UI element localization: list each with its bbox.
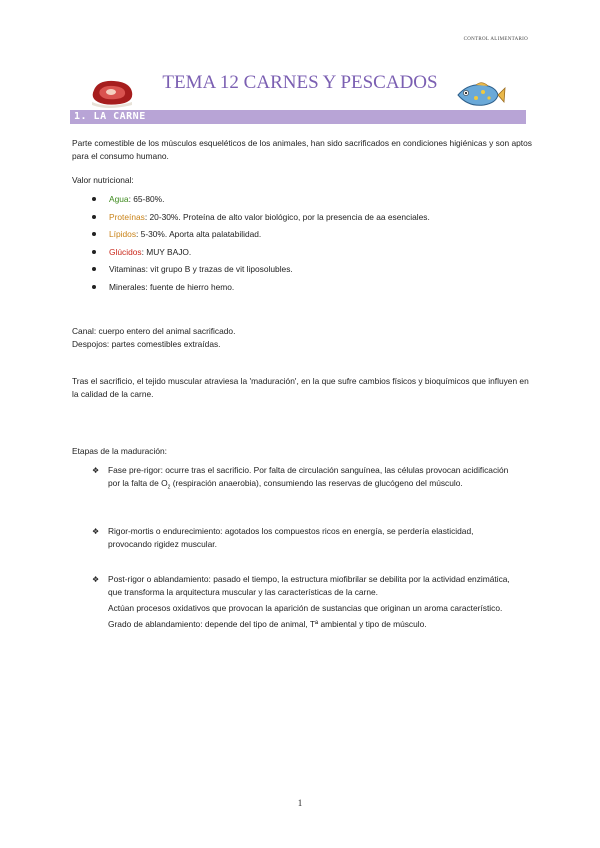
stages-heading: Etapas de la maduración:	[72, 446, 167, 456]
stage-post-rigor: ❖ Post-rigor o ablandamiento: pasado el tiempo, la estructura miofibrilar se debilita por la actividad enzimática, que transforma la arquitectura muscular y las características de la carne. Actúan procesos oxidativos que provocan la aparición de sustancias que originan un aroma característico. Grado de ablandamiento: depende del tipo de animal, Tª ambiental y tipo de músculo.	[92, 574, 510, 629]
maturation-paragraph: Tras el sacrificio, el tejido muscular atraviesa la 'maduración', en la que sufre cambios físicos y bioquímicos que influyen en la calidad de la carne.	[72, 376, 529, 399]
diamond-bullet-icon: ❖	[92, 575, 100, 584]
list-item: Proteínas: 20-30%. Proteína de alto valor biológico, por la presencia de aa esenciales.	[92, 212, 522, 230]
intro-paragraph: Parte comestible de los músculos esqueléticos de los animales, han sido sacrificados en condiciones higiénicas y son aptos para el consumo humano.	[72, 138, 532, 161]
section-heading-bar	[70, 110, 526, 124]
list-item: Glúcidos: MUY BAJO.	[92, 247, 522, 265]
nutrition-list	[92, 194, 522, 299]
list-item: Minerales: fuente de hierro hemo.	[92, 282, 522, 300]
page-title: TEMA 12 CARNES Y PESCADOS	[162, 72, 438, 93]
diamond-bullet-icon: ❖	[92, 466, 100, 475]
nutrition-heading: Valor nutricional:	[72, 175, 134, 185]
definition-despojos: Despojos: partes comestibles extraídas.	[72, 339, 221, 349]
definition-canal: Canal: cuerpo entero del animal sacrificado.	[72, 326, 236, 336]
running-header: CONTROL ALIMENTARIO	[463, 37, 528, 42]
list-item: Vitaminas: vit grupo B y trazas de vit liposolubles.	[92, 264, 522, 282]
stage-pre-rigor: ❖ Fase pre-rigor: ocurre tras el sacrificio. Por falta de circulación sanguínea, las células provocan acidificación por la falta de $O_2$ (respiración anaerobia), consumiendo las reservas de glucógeno del músculo.	[92, 465, 509, 491]
diamond-bullet-icon: ❖	[92, 527, 100, 536]
list-item: Lípidos: 5-30%. Aporta alta palatabilidad.	[92, 229, 522, 247]
list-item: Agua: 65-80%.	[92, 194, 522, 212]
stage-rigor-mortis: ❖ Rigor-mortis o endurecimiento: agotados los compuestos ricos en energía, se perdería elasticidad, provocando rigidez muscular.	[92, 526, 474, 549]
fish-icon	[452, 80, 506, 110]
section-heading: 1. LA CARNE	[74, 111, 146, 122]
page-number: 1	[297, 798, 303, 808]
